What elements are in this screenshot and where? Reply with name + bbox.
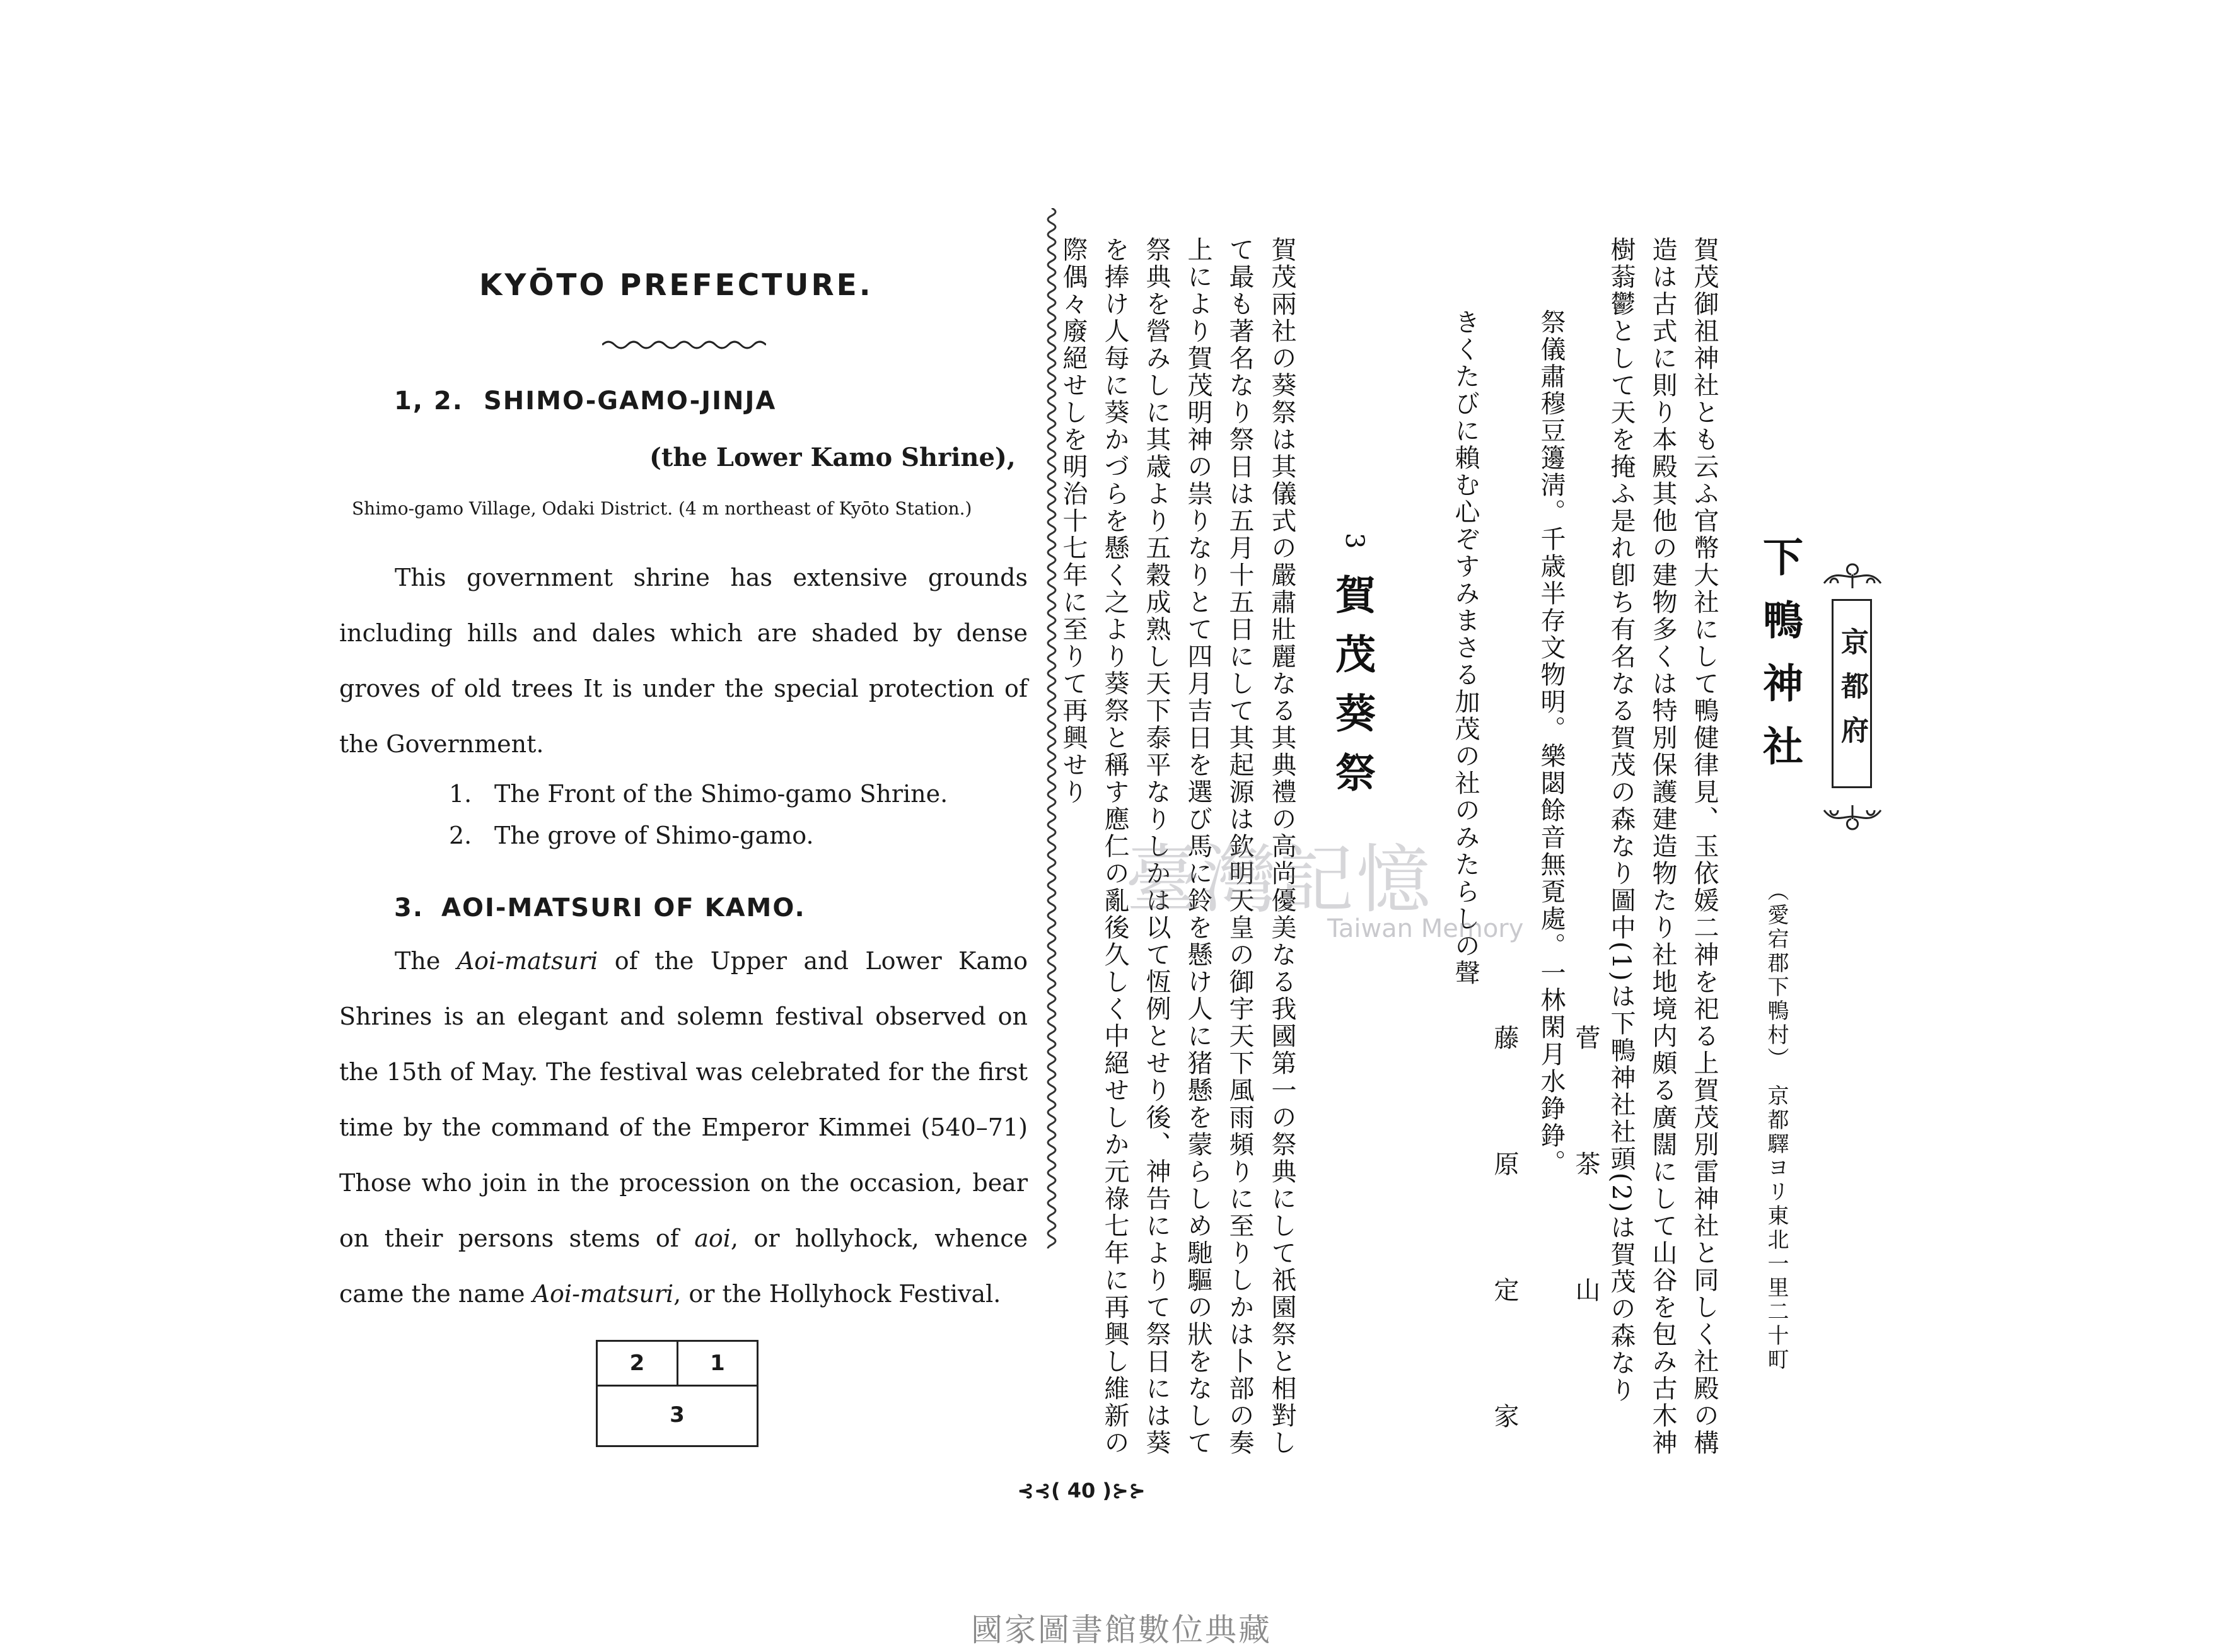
section-number: 1, 2.	[394, 387, 463, 416]
page-number	[1003, 1479, 1160, 1503]
plate-cell-3: 3	[670, 1402, 685, 1428]
section3-line-4: 祭典を營みしに其歳より五穀成熟し天下泰平なりしかは以て恆例とせり後、神告によりて祭日には葵	[1142, 236, 1171, 1457]
text-run: , or hollyhock, whence came the name	[339, 1224, 1028, 1308]
section3-line-3: 上により賀茂明神の祟りなりとて四月吉日を選び馬に鈴を懸け人に猪懸を蒙らしめ馳驅の狀をなして	[1183, 236, 1212, 1457]
page-number-ornament-right: )⊱⊱	[1102, 1479, 1146, 1503]
text-run: The	[395, 947, 457, 975]
section3-line-6: 際偶々廢絕せしを明治十七年に至りて再興せり	[1059, 236, 1088, 806]
page-number-value: 40	[1067, 1479, 1096, 1503]
paragraph-text	[339, 933, 1028, 1322]
scroll-ornament-top	[1818, 558, 1887, 596]
shimogamo-paragraph	[339, 550, 1028, 772]
italic-term: aoi	[694, 1224, 731, 1252]
poem-author-1: 菅 茶 山	[1571, 1025, 1600, 1340]
italic-term: Aoi-matsuri	[456, 947, 598, 975]
section-heading-aoi-matsuri	[394, 893, 806, 922]
section-number: 3.	[394, 893, 424, 922]
paragraph-text: This government shrine has extensive grounds including hills and dales which are shaded by dense groves of old trees It is under the special protection of the Government.	[339, 564, 1028, 758]
text-run: , or the Hollyhock Festival.	[673, 1280, 1001, 1308]
section-title-jp: 賀茂葵祭	[1328, 574, 1376, 811]
wavy-rule-ornament	[602, 337, 766, 352]
shrine-location-jp: （愛宕郡下鴨村） 京都驛ヨリ東北一里二十町	[1764, 880, 1789, 1372]
plate-cell-1: 1	[710, 1351, 725, 1376]
caption-text: The grove of Shimo-gamo.	[494, 822, 814, 849]
body-line-1: 賀茂御祖神社とも云ふ官幣大社にして鴨健律見、玉依媛二神を祀る上賀茂別雷神社と同しく社殿の構	[1690, 236, 1719, 1457]
section3-line-1: 賀茂兩社の葵祭は其儀式の嚴肅壯麗なる其典禮の高尚優美なる我國第一の祭典にして祇園祭と相對し	[1267, 236, 1296, 1457]
scroll-ornament-bottom	[1818, 798, 1887, 835]
section-subtitle: (the Lower Kamo Shrine),	[649, 443, 1016, 472]
section3-line-5: を捧け人每に葵かづらを懸く之より葵祭と稱す應仁の亂後久しく中絕せしか元祿七年に再興し維新の	[1100, 236, 1129, 1457]
body-line-3: 樹蓊鬱として天を掩ふ是れ卽ち有名なる賀茂の森なり圖中(1)は下鴨神社社頭(2)は賀茂の森なり	[1607, 236, 1636, 1404]
plate-caption-2	[449, 822, 814, 849]
plate-layout-diagram	[596, 1340, 759, 1447]
page-number-ornament-left: ⊰⊰(	[1017, 1479, 1061, 1503]
poem-author-2: 藤 原 定 家	[1490, 1025, 1519, 1466]
caption-number: 1.	[449, 780, 472, 808]
section-title: AOI-MATSURI OF KAMO.	[441, 893, 806, 922]
shrine-location: Shimo-gamo Village, Odaki District. (4 m northeast of Kyōto Station.)	[352, 498, 972, 519]
prefecture-title: KYŌTO PREFECTURE.	[479, 268, 873, 303]
body-line-2: 造は古式に則り本殿其他の建物多くは特別保護建造物たり社地境内頗る廣闊にして山谷を包み古木神	[1648, 236, 1677, 1457]
poem-kanshi: 祭儀肅穆豆籩淸。千歳半存文物明。樂閟餘音無覔處。一林閑月水錚錚。	[1537, 309, 1566, 1177]
plate-caption-1	[449, 780, 948, 808]
section-number-jp: 3	[1340, 533, 1369, 551]
section3-line-2: て最も著名なり祭日は五月十五日にして其起源は欽明天皇の御宇天下風雨頻りに至りしかは卜部の奏	[1225, 236, 1254, 1457]
prefecture-label-box	[1832, 599, 1872, 788]
caption-number: 2.	[449, 822, 472, 849]
plate-cell-2: 2	[598, 1342, 678, 1385]
section-title: SHIMO-GAMO-JINJA	[483, 387, 777, 416]
watermark-logo: 臺灣記憶	[1125, 836, 1434, 923]
library-footer: 國家圖書館數位典藏	[971, 1612, 1272, 1648]
shrine-title: 下鴨神社	[1756, 536, 1803, 788]
prefecture-label: 京都府	[1836, 627, 1868, 760]
caption-text: The Front of the Shimo-gamo Shrine.	[494, 780, 948, 808]
text-run: of the Upper and Lower Kamo Shrines is an elegant and solemn festival observed on the 15th of May. The festival was celebrated for the first time by the command of the Emperor Kimmei (540–71) Those who join in the procession on the occasion, bear on their persons stems of	[339, 947, 1028, 1252]
section-heading-shimogamo	[394, 387, 776, 416]
watermark-subtitle: Taiwan Memory	[1327, 914, 1524, 943]
italic-term: Aoi-matsuri	[532, 1280, 674, 1308]
poem-waka: きくたびに賴む心ぞすみまさる加茂の社のみたらしの聲	[1451, 309, 1480, 987]
aoi-matsuri-paragraph	[339, 933, 1028, 1322]
